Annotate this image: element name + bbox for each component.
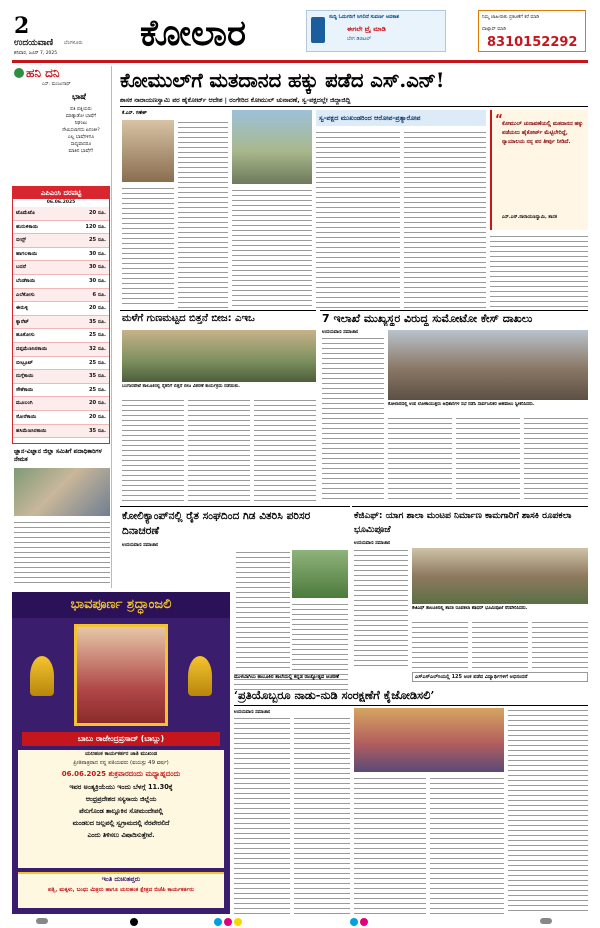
lead-quote-box [490,110,588,230]
obit-mourners: ಪತ್ನಿ, ಮಕ್ಕಳು, ಬಂಧು ಮಿತ್ರರು ಹಾಗೂ ಯಲಹಂಕ ಕ್ಷೇತ್ರದ ಬಿಜೆಪಿ ಕಾರ್ಯಕರ್ತರು [47,887,195,893]
page-number: 2 [14,13,30,39]
lead-subheadline: ಶಾಸಕ ನಾರಾಯಣಸ್ವಾಮಿ ಪರ ಹೈಕೋರ್ಟ್ ಆದೇಶ | ರಂಗೇರಿದ ಕೋಮುಲ್ ಚುನಾವಣೆ, ಸ್ವ-ಪಕ್ಷದಲ್ಲೇ ಜಿದ್ದಾಜಿದ್ದಿ [120,96,351,104]
suo-moto-headline: 7 ಇಲಾಖೆ ಮುಖ್ಯಸ್ಥರ ವಿರುದ್ಧ ಸುಮೋಟೋ ಕೇಸ್ ದಾಖಲು [322,312,533,325]
price-value: 20 ರೂ. [88,210,106,216]
environment-byline: ಉದಯವಾಣಿ ಸಮಾಚಾರ [122,543,159,548]
price-value: 20 ರೂ. [88,413,106,420]
sslc-kicker [412,672,588,682]
price-value: 25 ರೂ. [88,359,106,366]
kannada-text-1 [234,716,290,914]
price-value: 25 ರೂ. [88,332,106,339]
obituary-ad [12,592,230,914]
env-photo [292,550,348,598]
price-item: ಸೌತೆಕಾಯಿ [16,386,34,393]
obit-role: ಯಲಹಂಕ ಕಾರ್ಯಕರ್ತರ ಜಾತಿ ಮುಖಂಡ [84,751,158,757]
price-row [13,234,109,248]
kgf-text-4 [532,620,588,668]
registration-mark [350,918,358,926]
ad-digital-line: ಈಗಲೇ ಟ್ರೈ ಮಾಡಿ [347,25,386,33]
price-row [13,261,109,275]
price-row [13,343,109,357]
price-value: 35 ರೂ. [88,427,106,434]
section-rule [234,705,588,706]
section-rule [320,310,588,311]
suo-text-1 [322,336,384,502]
registration-mark [234,918,242,926]
lead-rule [120,106,588,107]
price-row [13,302,109,316]
registration-mark [36,918,48,924]
price-item: ಎಲೆಕೋಸು [16,291,35,298]
env-text-2 [292,602,348,670]
price-item: ಹೂಕೋಸು [16,332,35,339]
poem-title: ಭಾಷೆ [72,92,87,101]
lead-photo [232,110,312,184]
kannada-text-2 [294,716,350,914]
price-row [13,329,109,343]
lead-column-5 [490,234,588,308]
suo-text-3 [456,416,520,502]
kgf-text-2 [412,620,468,668]
edition: ಬೆಂಗಳೂರು [64,40,83,46]
price-value: 6 ರೂ. [92,291,106,298]
poem-line: ಪತಿ ಪತ್ನಿಯರು [70,107,92,112]
price-value: 30 ರೂ. [88,277,106,284]
obit-name-bar [22,732,220,746]
lead-headline: ಕೋಮುಲ್‌ಗೆ ಮತದಾನದ ಹಕ್ಕು ಪಡೆದ ಎಸ್.ಎನ್! [120,69,445,92]
sidebar [12,66,112,588]
price-item: ಸೋರೆಕಾಯಿ [16,413,37,420]
price-row [13,207,109,221]
ad-contact-title: ನಿಮ್ಮ ಜಾಹೀರಾತು ಪ್ರಕಟಣೆಗೆ ಕರೆ ಮಾಡಿ [482,15,540,20]
sidebar-story-photo [14,468,110,516]
brand-name: ಉದಯವಾಣಿ [14,38,54,48]
kannada-byline: ಉದಯವಾಣಿ ಸಮಾಚಾರ [234,710,271,715]
obit-banner-text: ಭಾವಪೂರ್ಣ ಶ್ರದ್ಧಾಂಜಲಿ [70,597,172,612]
rain-text-2 [188,398,250,502]
price-item: ಬೀನ್ಸ್ [16,237,27,244]
price-value: 120 ರೂ. [85,223,106,230]
ad-digital [306,10,446,52]
rain-caption: ಬಂಗಾರಪೇಟೆ ತಾಲೂಕಿನಲ್ಲಿ ರೈತರಿಗೆ ಬಿತ್ತನೆ ಬೀಜ ವಿತರಣೆ ಕಾರ್ಯಕ್ರಮ ನಡೆಯಿತು. [122,384,240,389]
kgf-text-3 [472,620,528,668]
suo-text-4 [524,416,588,502]
poem-line: ಮಾತ್ನಾಡೋ ಭಾಷೆಗೆ [65,114,97,119]
price-box [12,186,110,444]
price-date: 06.06.2025 [46,200,76,205]
sslc-kicker-text: ಎಸ್ಎಸ್ಎಲ್‌ಸಿಯಲ್ಲಿ 125 ಅಂಕ ಪಡೆದ ವಿದ್ಯಾರ್ಥಿಗಳಿಗೆ ಅಭಿನಂದನೆ [415,674,528,680]
registration-mark [360,918,368,926]
price-row [13,275,109,289]
section-rule [352,506,588,507]
obit-portrait [74,624,168,726]
sidebar-story-text [14,520,110,586]
masthead-rule [12,60,588,63]
price-value: 20 ರೂ. [88,305,106,312]
section-title: ಕೋಲಾರ [140,12,247,54]
obit-line: ಇವರ ಅಂತ್ಯಕ್ರಿಯೆಯು ಇಂದು ಬೆಳಗ್ಗೆ 11.30ಕ್ಕೆ [69,783,173,791]
price-item: ಹಾಗಲಕಾಯಿ [16,250,38,257]
ad-contact [478,10,586,52]
print-marks [0,916,600,928]
phone-icon [311,17,325,43]
suo-caption: ಕೋಲಾರದಲ್ಲಿ ಉಪ ಲೋಕಾಯುಕ್ತರು ಅಧಿಕಾರಿಗಳ ಸಭೆ ನಡೆಸಿ ಸಾರ್ವಜನಿಕರ ಅಹವಾಲು ಸ್ವೀಕರಿಸಿದರು. [388,402,535,407]
environment-headline: ಕೋಲಿಕ್ಯಾಂಪ್‌ನಲ್ಲಿ ರೈತ ಸಂಘದಿಂದ ಗಿಡ ವಿತರಿಸಿ ಪರಿಸರ ದಿನಾಚರಣೆ [122,510,311,537]
price-value: 32 ರೂ. [88,345,106,352]
kannada-text-4 [430,776,504,914]
poem [52,106,110,155]
lead-column-2 [232,188,312,308]
lead-photo-caption [316,110,486,126]
price-item: ನುಗ್ಗೆಕಾಯಿ [16,373,34,380]
price-row [13,370,109,384]
suo-photo [388,330,588,400]
price-title: ಎಪಿಎಂಸಿ ದರಪಟ್ಟಿ [13,187,109,199]
suo-moto-byline: ಉದಯವಾಣಿ ಸಮಾಚಾರ [322,330,359,335]
price-row [13,289,109,303]
price-item: ಬೀಟ್ರೂಟ್ [16,359,33,366]
lead-column-1b [122,186,174,308]
quote-author: ಎಸ್.ಎನ್.ನಾರಾಯಣಸ್ವಾಮಿ, ಶಾಸಕ [502,215,558,220]
obit-mourners-title: ಇಂತಿ ದುಃಖತಪ್ತರು [101,875,141,883]
kannada-text-5 [508,708,588,914]
poem-line: ಮಾತಿನ ಭಾಷೆಗೆ! [68,149,94,154]
obit-mourners-panel [18,872,224,908]
column-logo [14,68,24,78]
kannada-photo [354,708,504,772]
obit-line: ಪ್ರೀತಿಪಾತ್ರರಾದ ನನ್ನ ಪತಿಯವರು (ವಯಸ್ಸು 49 ವರ್ಷ) [73,760,169,766]
lead-column-1 [178,120,228,308]
price-item: ಹುರುಳಿಕಾಯಿ [16,223,39,230]
registration-mark [130,918,138,926]
obit-line: ಪೆನುಗೊಂಡ ತಾಲ್ಲೂಕಿನ ಸೋಮಂದೇಪಲ್ಲಿ [79,807,163,815]
price-row [13,357,109,371]
poem-line: ಎಲ್ಲ ಭಾಷೆಗಳಿಗೂ [67,135,95,140]
kgf-text-1 [354,548,408,668]
section-rule [120,310,316,311]
price-value: 25 ರೂ. [88,386,106,393]
section-rule [120,506,350,507]
quote-icon: “ [495,112,503,126]
kannada-headline: ‘ಪ್ರತಿಯೊಬ್ಬರೂ ನಾಡು-ನುಡಿ ಸಂರಕ್ಷಣೆಗೆ ಕೈಜೋಡಿಸಲಿ’ [234,688,435,702]
byline-text: ಕೆ.ಎಸ್. ಗಣೇಶ್ [122,111,147,116]
kgf-photo [412,548,588,604]
mla-portrait [122,120,174,182]
price-row [13,411,109,425]
price-row [13,221,109,235]
price-row [13,248,109,262]
price-row [13,397,109,411]
issue-date: ಶನಿವಾರ, ಜೂನ್ 7, 2025 [14,51,58,56]
column-title: ಹನಿ ದನಿ [26,66,60,80]
obit-line: 06.06.2025 ಶುಕ್ರವಾರದಂದು ಮಧ್ಯಾಹ್ನದಂದು [61,770,181,778]
env-text-1 [236,550,290,670]
kannada-kicker: ಮುಳಬಾಗಿಲು ತಾಲೂಕಿನ ಶಾಲೆಯಲ್ಲಿ ಕನ್ನಡ ರಾಜ್ಯೋತ್ಸವ ಆಚರಣೆ [234,674,339,680]
registration-mark [540,918,552,924]
registration-mark [214,918,222,926]
price-value: 20 ರೂ. [88,400,106,407]
obit-line: ಆಂಧ್ರಪ್ರದೇಶದ ಸಸ್ಯಸಾಯ ಜಿಲ್ಲೆಯ [85,795,157,803]
lead-byline [122,110,202,116]
price-item: ಕ್ಯಾರೆಟ್ [16,318,29,325]
price-item: ಮೂಲಂಗಿ [16,400,33,407]
price-value: 35 ರೂ. [88,373,106,380]
price-item: ಬೆಂಡೆಕಾಯಿ [16,277,36,284]
ad-phone: 8310152292 [487,35,578,50]
poem-line: ನೇಮಿಸಲಾಗದು ಏನಂತೀ? [62,128,100,133]
obit-banner [12,592,230,618]
registration-mark [224,918,232,926]
obit-line: ಎಂದು ತಿಳಿಸಲು ವಿಷಾದಿಸುತ್ತೇವೆ. [87,831,155,839]
ad-digital-title: ಸುದ್ದಿ ಓದುಗರಿಗೆ ಸಿಗಲಿದೆ ಸುವರ್ಣ ಅವಕಾಶ [329,14,400,20]
obit-text-panel [18,750,224,868]
quote-text: ಕೋಮುಲ್ ಚುನಾವಣೆಯಲ್ಲಿ ಮತದಾನದ ಹಕ್ಕು ಪಡೆಯಲು ಹೈಕೋರ್ಟ್ ಮೆಟ್ಟಿಲೇರಿದ್ದೆ, ನ್ಯಾಯಾಲಯ ನನ್ನ ಪರ ತೀರ್ಪು ನೀಡಿದೆ. [502,121,583,145]
rain-text-3 [254,398,316,502]
kgf-byline: ಉದಯವಾಣಿ ಸಮಾಚಾರ [354,541,391,546]
price-row [13,425,109,439]
rain-text-1 [122,398,184,502]
price-item: ಹಸಿಮೆಣಸಿನಕಾಯಿ [16,427,47,434]
kgf-headline: ಕೆಜಿಎಫ್: ಯಾಗ ಶಾಲಾ ಮಂಟಪ ನಿರ್ಮಾಣ ಕಾಮಗಾರಿಗೆ ಶಾಸಕಿ ರೂಪಕಲಾ ಭೂಮಿಪೂಜೆ [354,511,572,535]
lead-column-4 [404,130,486,308]
lamp-icon [30,656,54,696]
rain-headline: ಮಳೆಗೆ ಗುಣಮಟ್ಟದ ಬಿತ್ತನೆ ಬೀಜ: ಎಇಒ [122,313,255,324]
poem-line: ಸಾಧ್ಯವಾದರೂ [70,142,92,147]
sidebar-story-headline: ಜ್ಞಾನ-ವಿಜ್ಞಾನ ಜಿಲ್ಲಾ ಸಮಿತಿಗೆ ಪದಾಧಿಕಾರಿಗಳ ನೇಮಕ [14,448,102,463]
masthead [0,0,600,60]
kgf-caption: ಕೆಜಿಎಫ್ ತಾಲೂಕಿನಲ್ಲಿ ಶಾಸಕಿ ರೂಪಕಲಾ ಶಶಿಧರ್ ಭೂಮಿಪೂಜೆ ನೆರವೇರಿಸಿದರು. [412,606,528,611]
column-author: ಎಸ್. ಮಂಜುನಾಥ್ [42,82,71,87]
caption-text: ಸ್ವ-ಪಕ್ಷದ ಮುಖಂಡರಿಂದ ಆರೋಪ-ಪ್ರತ್ಯಾರೋಪ [319,114,421,122]
obit-name: ಬಾಬು ರಾಜೇಂದ್ರಪ್ರಸಾದ್ (ಬಾಬ್ಲು) [77,734,165,743]
price-item: ಬದನೆ [16,264,26,271]
price-row [13,316,109,330]
lamp-icon [188,656,212,696]
ad-digital-line: ಬೇಗ ಡಿಜಿಟಲ್ [347,36,371,42]
price-value: 30 ರೂ. [88,250,106,257]
rain-photo [122,330,316,382]
obit-line: ಮಂಡಲದ ಜಲ್ಲಪಲ್ಲಿ ಸ್ವಗ್ರಾಮದಲ್ಲಿ ನೆರವೇರಲಿದೆ [72,819,170,827]
price-value: 35 ರೂ. [88,318,106,325]
price-value: 25 ರೂ. [88,237,106,244]
price-list [13,207,109,438]
poem-line: ನಿಘಂಟು [74,121,88,126]
ad-contact-sub: ವಾಟ್ಸಾಪ್ ಮಾಡಿ [482,27,506,32]
kannada-text-3 [354,776,426,914]
price-row [13,384,109,398]
price-item: ಟೊಮೆಟೊ [16,210,35,216]
price-item: ಈರುಳ್ಳಿ [16,305,29,312]
lead-column-3 [316,130,400,308]
suo-text-2 [388,416,452,502]
price-item: ದಪ್ಪಮೆಣಸಿನಕಾಯಿ [16,345,48,352]
price-value: 30 ರೂ. [88,264,106,271]
